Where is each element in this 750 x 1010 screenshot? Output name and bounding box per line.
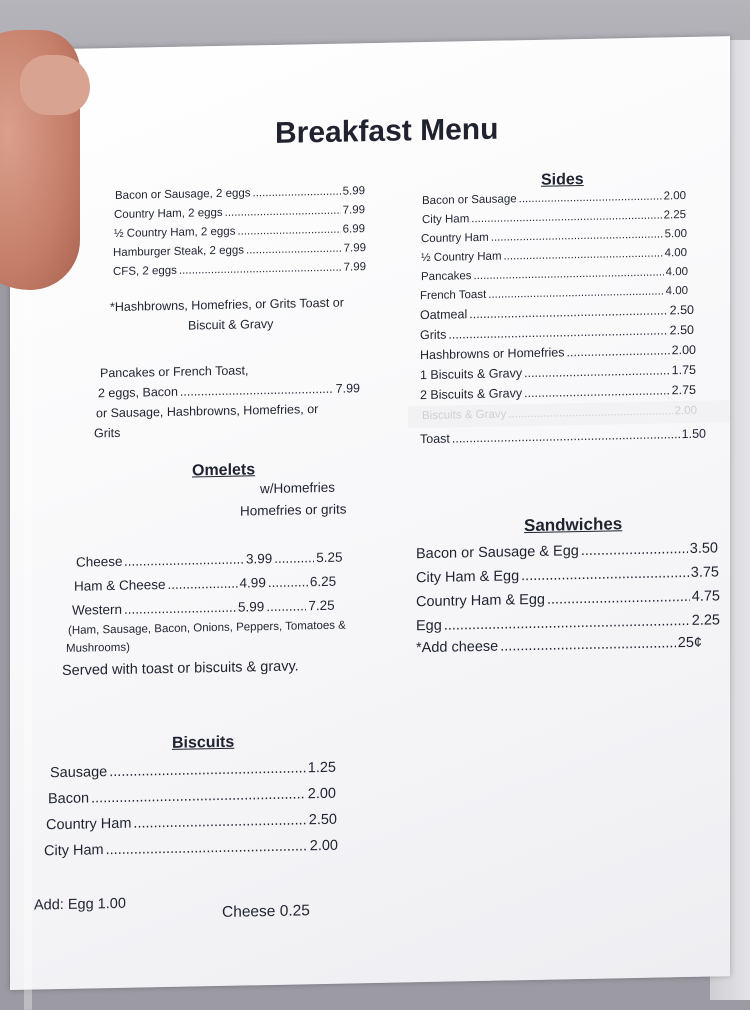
dot-leader [253, 186, 341, 200]
item-price: 5.99 [238, 599, 265, 615]
item-name: City Ham & Egg [416, 568, 520, 587]
item-price: 3.50 [689, 540, 718, 557]
item-price: 2.50 [669, 322, 694, 338]
item-name: Grits [420, 327, 447, 343]
item-name: Bacon or Sausage, 2 eggs [115, 187, 251, 202]
menu-item [420, 343, 696, 362]
section-heading: Sandwiches [524, 514, 623, 536]
item-name: ½ Country Ham, 2 eggs [114, 225, 236, 241]
dot-leader [237, 224, 340, 238]
menu-item [72, 598, 335, 618]
item-name: Country Ham & Egg [416, 591, 545, 611]
item-name: Country Ham [46, 815, 132, 834]
item-name: 1 Biscuits & Gravy [420, 366, 523, 383]
dot-leader [471, 209, 661, 225]
dot-leader [488, 285, 663, 300]
menu-item [115, 185, 365, 202]
dot-leader [179, 262, 342, 277]
item-price: 1.50 [681, 426, 706, 442]
dot-leader [500, 635, 676, 654]
item-price: 2.50 [669, 302, 694, 318]
menu-item [420, 303, 694, 322]
item-price: 7.25 [308, 597, 335, 614]
dot-leader [133, 812, 306, 831]
section-heading: Sides [541, 170, 584, 189]
dot-leader [519, 190, 662, 205]
menu-item [422, 190, 686, 207]
item-name: Country Ham, 2 eggs [114, 206, 223, 222]
item-price: 6.25 [309, 573, 337, 590]
section-heading: Omelets [192, 461, 256, 480]
menu-item [44, 838, 338, 860]
menu-item [420, 323, 694, 342]
combo-line: 2 eggs, Bacon [98, 384, 178, 401]
item-price: 4.75 [691, 588, 720, 605]
item-name: Western [72, 601, 123, 618]
dot-leader [469, 303, 667, 321]
menu-item [48, 786, 336, 808]
western-note: Mushrooms) [66, 641, 130, 655]
item-name: Bacon or Sausage & Egg [416, 543, 579, 563]
item-price: 6.99 [342, 223, 365, 236]
item-name: 2 Biscuits & Gravy [420, 386, 523, 403]
dot-leader [180, 382, 334, 399]
item-price: 4.00 [664, 247, 687, 260]
menu-item [113, 242, 366, 259]
menu-item [114, 223, 365, 240]
menu-item [421, 247, 687, 264]
item-price: 2.25 [691, 612, 720, 629]
menu-page [10, 36, 730, 990]
menu-item [50, 760, 336, 781]
item-price: 3.99 [246, 550, 273, 567]
menu-item [113, 261, 366, 278]
item-name: Ham & Cheese [74, 577, 166, 594]
dot-leader [124, 600, 236, 617]
dot-leader [168, 576, 238, 592]
item-price: 7.99 [342, 204, 365, 217]
menu-item [416, 588, 720, 610]
item-name: Biscuits & Gravy [422, 408, 507, 423]
item-name: Egg [416, 617, 442, 635]
item-name: City Ham [44, 842, 104, 860]
dot-leader [474, 266, 664, 282]
menu-item [76, 550, 343, 570]
dot-leader [124, 552, 244, 569]
item-price: 4.00 [665, 265, 688, 279]
menu-item [420, 383, 696, 402]
combo-price-row [98, 381, 360, 400]
item-name: Pancakes [421, 270, 472, 284]
dot-leader [246, 243, 342, 257]
omelets-subheading: Homefries or grits [240, 501, 347, 519]
menu-item [416, 612, 720, 634]
item-name: CFS, 2 eggs [113, 264, 177, 279]
dot-leader [504, 247, 663, 262]
dot-leader [524, 383, 670, 400]
dot-leader [521, 565, 689, 584]
item-price: 7.99 [343, 242, 366, 255]
dot-leader [547, 589, 690, 608]
dot-leader [106, 838, 308, 858]
dot-leader [91, 786, 306, 806]
item-price: 3.75 [690, 564, 719, 581]
menu-item [421, 266, 688, 283]
combo-line: Grits [94, 425, 121, 441]
menu-item [416, 564, 719, 586]
menu-item [420, 285, 688, 302]
menu-item [114, 204, 365, 221]
add-egg-note: Add: Egg 1.00 [34, 895, 126, 914]
item-name: Sausage [50, 764, 108, 782]
add-cheese-note: Cheese 0.25 [222, 902, 310, 921]
item-name: ½ Country Ham [421, 250, 502, 265]
menu-item [46, 812, 337, 834]
dot-leader [274, 550, 314, 566]
item-price: 5.00 [664, 228, 687, 241]
item-price: 2.00 [674, 404, 697, 418]
item-name: Bacon [48, 790, 90, 808]
section-heading: Biscuits [172, 733, 235, 752]
menu-item [74, 574, 336, 594]
item-name: Hashbrowns or Homefries [420, 345, 565, 363]
dot-leader [581, 541, 688, 559]
item-price: 5.25 [316, 549, 343, 566]
combo-line: or Sausage, Hashbrowns, Homefries, or [96, 402, 319, 421]
item-price: 2.00 [309, 837, 338, 855]
dot-leader [225, 205, 341, 219]
sides-note-line: Biscuit & Gravy [188, 316, 274, 333]
item-price: 7.99 [343, 261, 366, 274]
sides-note-line: *Hashbrowns, Homefries, or Grits Toast or [110, 295, 344, 315]
dot-leader [491, 228, 663, 243]
item-price: 2.00 [671, 342, 696, 358]
item-name: Oatmeal [420, 307, 468, 323]
dot-leader [452, 427, 680, 445]
item-name: Toast [420, 431, 450, 447]
combo-line: Pancakes or French Toast, [100, 363, 249, 381]
item-price: 5.99 [342, 185, 365, 198]
menu-item [416, 635, 702, 656]
item-name: Cheese [76, 553, 123, 570]
item-price: 1.75 [671, 362, 696, 378]
western-note: (Ham, Sausage, Bacon, Onions, Peppers, Tomatoes & [68, 619, 346, 637]
item-name: Bacon or Sausage [422, 193, 517, 208]
menu-item [416, 540, 718, 562]
item-price: 7.99 [335, 381, 360, 396]
dot-leader [109, 760, 306, 780]
menu-item [422, 209, 686, 226]
menu-item [420, 363, 696, 382]
dot-leader [567, 343, 670, 359]
page-title: Breakfast Menu [275, 112, 499, 150]
served-note: Served with toast or biscuits & gravy. [62, 658, 299, 680]
item-price: 2.00 [663, 190, 686, 203]
menu-item [420, 427, 706, 446]
item-price: 4.99 [239, 575, 266, 591]
item-price: 2.50 [308, 811, 337, 829]
item-price: 2.75 [671, 382, 696, 398]
item-name: *Add cheese [416, 638, 499, 657]
thumb [20, 55, 90, 115]
dot-leader [444, 613, 690, 634]
item-price: 2.25 [663, 209, 686, 222]
item-price: 1.25 [307, 759, 336, 777]
item-name: French Toast [420, 288, 487, 303]
item-price: 4.00 [665, 284, 688, 298]
dot-leader [266, 598, 306, 614]
item-name: City Ham [422, 213, 470, 227]
menu-item [421, 228, 687, 245]
dot-leader [268, 574, 308, 590]
item-price: 25¢ [677, 634, 702, 652]
item-name: Hamburger Steak, 2 eggs [113, 244, 245, 260]
dot-leader [448, 323, 667, 341]
omelets-subheading: w/Homefries [260, 479, 336, 497]
dot-leader [524, 363, 670, 380]
item-price: 2.00 [307, 785, 336, 803]
item-name: Country Ham [421, 231, 489, 246]
